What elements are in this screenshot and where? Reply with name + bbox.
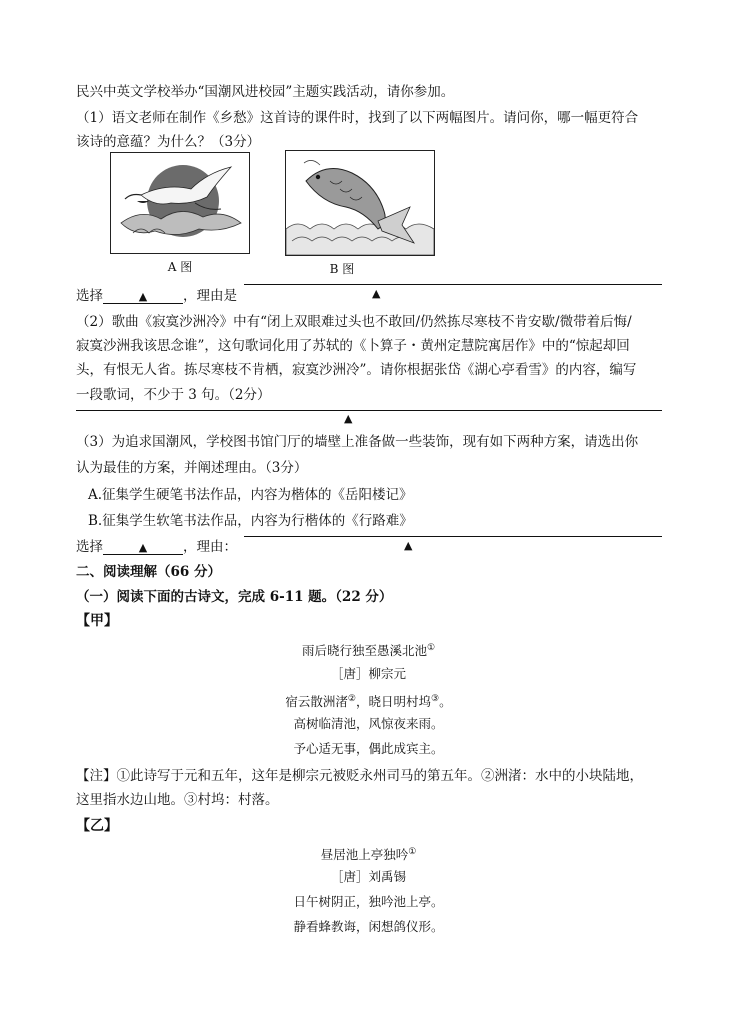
poem-yi-title: 昼居池上亭独吟 [320,847,409,863]
figure-b-caption: B 图 [329,262,355,276]
q3-reason-label: ，理由： [183,539,237,555]
q2-line1: （2）歌曲《寂寞沙洲冷》中有“闭上双眼难过头也不敢回/仍然拣尽寒枝不肯安歇/微带着后悔/ [76,314,632,330]
poem-jia-title: 雨后晓行独至愚溪北池 [301,643,427,659]
q1-choice-blank[interactable] [103,287,183,304]
q1-reason-mark: ▲ [372,287,381,300]
poem-jia-note3-mark: ③ [431,694,440,704]
poem-jia-line3: 予心适无事，偶此成宾主。 [293,741,444,756]
q3-reason-mark: ▲ [404,539,413,552]
poem-yi-title-note: ① [408,847,417,857]
q2-line3: 头，有恨无人省。拣尽寒枝不肯栖，寂寞沙洲冷”。请你根据张岱《湖心亭看雪》的内容，编写 [76,362,637,378]
poem-jia-line2: 高树临清池，风惊夜来雨。 [293,716,444,731]
section2-heading: 二、阅读理解（66 分） [76,564,221,580]
poem-jia-line1 [0,689,737,712]
figure-a-crane-image [110,152,250,254]
q2-answer-blank[interactable] [76,410,662,411]
q3-answer-line [76,537,237,557]
poem-jia-line1-c: 。 [439,694,452,710]
q3-choice-blank[interactable] [103,538,183,555]
q1-choose-label: 选择 [76,288,103,304]
q3-choose-label: 选择 [76,539,103,555]
q1-choice-mark: ▲ [138,290,148,303]
poem-jia-line1-a: 宿云散洲渚 [285,694,348,710]
figure-b-carp-image [285,150,435,256]
poem-jia-note2-mark: ② [347,694,356,704]
figure-a-caption: A 图 [167,260,193,274]
poem-yi-title-line [0,842,737,865]
q3-line1: （3）为追求国潮风，学校图书馆门厅的墙壁上准备做一些装饰，现有如下两种方案，请选出你 [76,434,639,450]
q2-answer-mark: ▲ [344,412,353,425]
q1-answer-line [76,286,237,306]
q1-reason-label: ，理由是 [183,288,237,304]
q3-option-a: A.征集学生硬笔书法作品，内容为楷体的《岳阳楼记》 [88,487,413,503]
q1-reason-blank[interactable] [244,284,662,285]
poem-jia-notes-line1: 【注】①此诗写于元和五年，这年是柳宗元被贬永州司马的第五年。②洲渚：水中的小块陆地， [76,768,643,784]
intro-line: 民兴中英文学校举办“国潮风进校园”主题实践活动，请你参加。 [76,84,455,100]
q3-reason-blank[interactable] [244,536,662,537]
poem-yi-line1: 日午树阴正，独吟池上亭。 [293,894,444,909]
q2-line2: 寂寞沙洲我该思念谁”，这句歌词化用了苏轼的《卜算子・黄州定慧院寓居作》中的“惊起却回 [76,338,630,354]
poem-yi-tag: 【乙】 [76,818,118,834]
poem-yi-author: ［唐］刘禹锡 [330,869,406,884]
poem-jia-title-note: ① [426,643,436,653]
poem-jia-line1-b: ，晓日明村坞 [355,694,431,710]
q1-line1: （1）语文老师在制作《乡愁》这首诗的课件时，找到了以下两幅图片。请问你，哪一幅更符合 [76,110,639,126]
section2-sub1: （一）阅读下面的古诗文，完成 6-11 题。（22 分） [76,589,393,605]
q3-choice-mark: ▲ [138,541,148,554]
poem-jia-title-line [0,638,737,661]
poem-jia-tag: 【甲】 [76,613,118,629]
q2-line4: 一段歌词，不少于 3 句。（2分） [76,387,271,403]
q3-line2: 认为最佳的方案，并阐述理由。（3分） [76,460,308,476]
poem-jia-notes-line2: 这里指水边山地。③村坞：村落。 [76,792,279,808]
poem-yi-line2: 静看蜂教诲，闲想鸽仪形。 [293,919,444,934]
q3-option-b: B.征集学生软笔书法作品，内容为行楷体的《行路难》 [88,513,413,529]
q1-line2: 该诗的意蕴？为什么？（3分） [76,134,261,150]
poem-jia-author: ［唐］柳宗元 [330,666,406,681]
